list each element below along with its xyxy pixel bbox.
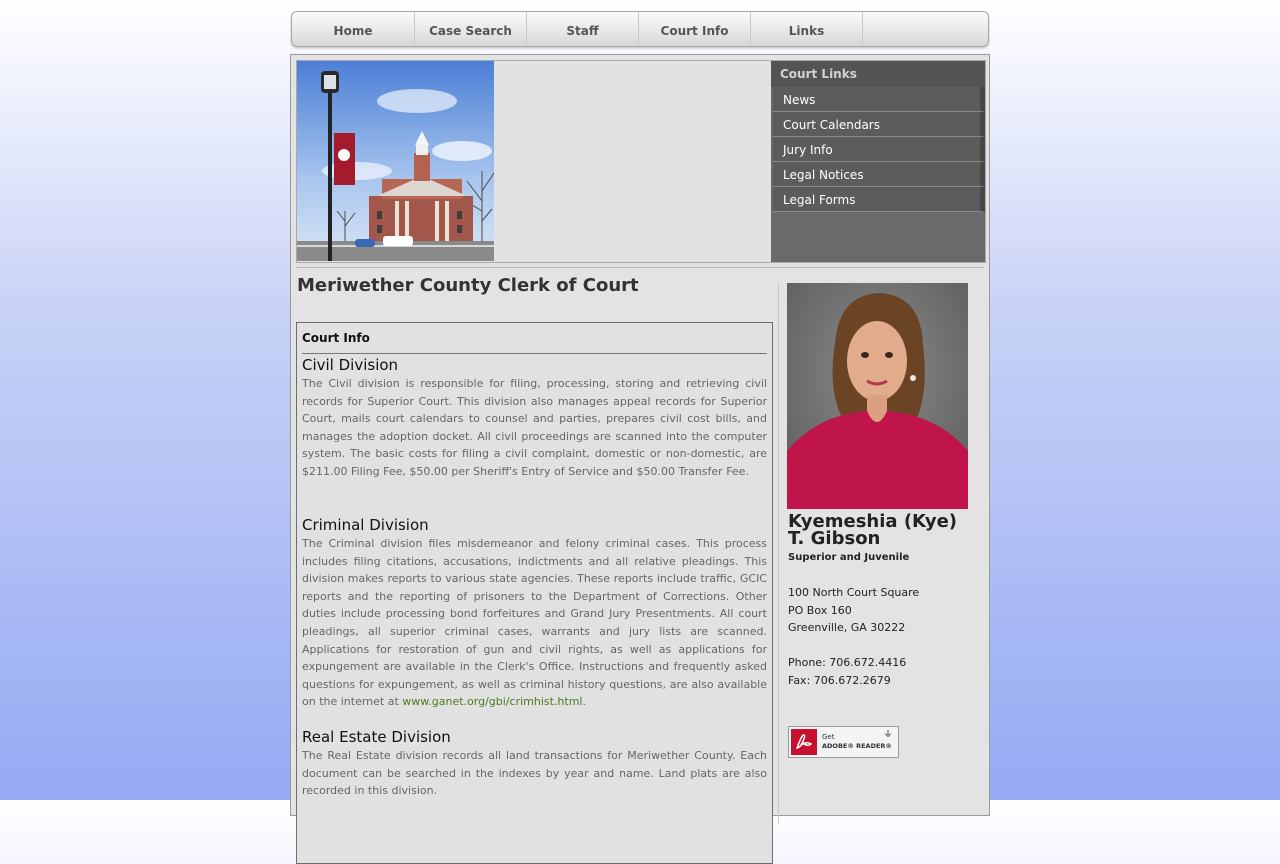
top-nav [291, 11, 989, 47]
adobe-get-label: Get [822, 733, 835, 741]
court-info-rule [302, 353, 767, 354]
civil-division-text: The Civil division is responsible for filing, processing, storing and retrieving civil records for Superior Court. This division also manages appeal records for Superior Court, mails court calendars to counsel and parties, prepares civil cost bills, and manages the adoption docket. All civil proceedings are scanned into the computer system. The basic costs for filing a civil complaint, domestic or non-domestic, are $211.00 Filing Fee, $50.00 per Sheriff's Entry of Service and $50.00 Transfer Fee. [302, 377, 767, 478]
nav-home[interactable]: Home [292, 12, 415, 46]
criminal-division-end: . [582, 695, 586, 709]
court-link-jury-info[interactable]: Jury Info [773, 137, 985, 162]
phone-number: Phone: 706.672.4416 [788, 656, 907, 669]
crimhist-link[interactable]: www.ganet.org/gbi/crimhist.html [402, 695, 583, 709]
header-banner [296, 60, 986, 263]
criminal-division-text [302, 535, 767, 711]
court-link-news[interactable]: News [773, 87, 985, 112]
nav-court-info[interactable]: Court Info [639, 12, 751, 46]
column-divider [778, 283, 779, 823]
page-container [290, 54, 990, 816]
clerk-subtitle: Superior and Juvenile [788, 552, 910, 563]
civil-division-heading: Civil Division [302, 356, 399, 374]
criminal-division-heading: Criminal Division [302, 516, 429, 534]
court-links-heading: Court Links [771, 61, 985, 87]
criminal-division-body: The Criminal division files misdemeanor and felony criminal cases. This process includes filing citations, accusations, indictments and all relative pleadings. This division makes reports to various state agencies. These reports include traffic, GCIC reports and the reporting of prisoners to the Department of Corrections. Other duties include processing bond forfeitures and Grand Jury Presentments. All court pleadings, all superior criminal cases, warrants and jury lists are scanned. Applications for restoration of gun and civil rights, as well as applications for expungement are available in the Clerk's Office. Instructions and frequently asked questions for expungement, as well as criminal history questions, are also available on the internet at [302, 537, 767, 709]
get-adobe-reader-button[interactable] [788, 726, 899, 758]
divider [296, 267, 984, 268]
court-link-legal-notices[interactable]: Legal Notices [773, 162, 985, 187]
clerk-portrait [787, 283, 968, 509]
page-title: Meriwether County Clerk of Court [297, 275, 639, 296]
court-info-title: Court Info [302, 331, 370, 345]
courthouse-photo [297, 61, 494, 261]
nav-links[interactable]: Links [751, 12, 863, 46]
address-line-1: 100 North Court Square [788, 586, 920, 599]
real-estate-division-heading: Real Estate Division [302, 728, 451, 746]
court-links-panel [771, 61, 985, 262]
address-line-3: Greenville, GA 30222 [788, 621, 906, 634]
fax-number: Fax: 706.672.2679 [788, 674, 891, 687]
nav-case-search[interactable]: Case Search [415, 12, 527, 46]
address-line-2: PO Box 160 [788, 604, 852, 617]
real-estate-division-text: The Real Estate division records all land transactions for Meriwether County. Each document can be searched in the indexes by year and name. Land plats are also recorded in this division. [302, 749, 767, 798]
court-link-legal-forms[interactable]: Legal Forms [773, 187, 985, 212]
court-link-calendars[interactable]: Court Calendars [773, 112, 985, 137]
clerk-name: Kyemeshia (Kye) T. Gibson [788, 511, 958, 549]
court-info-box [296, 322, 773, 864]
adobe-reader-label: ADOBE® READER® [822, 742, 892, 750]
nav-staff[interactable]: Staff [527, 12, 639, 46]
